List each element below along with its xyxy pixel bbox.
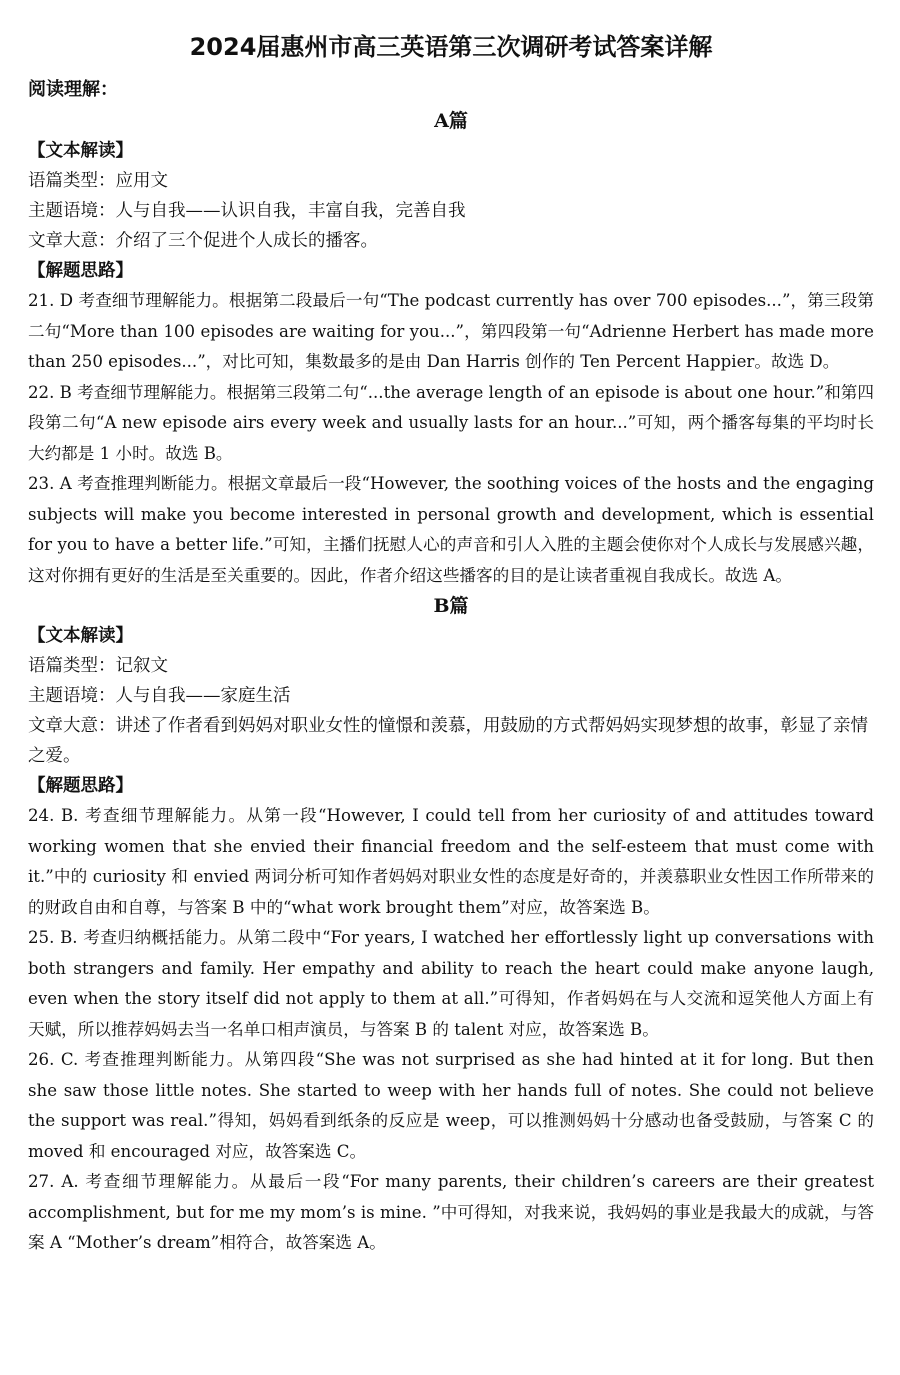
- answer-paragraph: 27. A. 考查细节理解能力。从最后一段“For many parents, their children’s careers are their greatest accomplishment, but for me my mom’s is mine. ”中可得知，对我来说，我妈妈的事业是我最大的成就，与答案 A “Mother’s dream”相符合，故答案选 A。: [28, 1172, 874, 1252]
- summary-line: 文章大意：介绍了三个促进个人成长的播客。: [28, 231, 378, 251]
- theme-line: 主题语境：人与自我——认识自我，丰富自我，完善自我: [28, 201, 466, 221]
- intro-label: 阅读理解：: [28, 79, 118, 100]
- theme-line: 主题语境：人与自我——家庭生活: [28, 686, 291, 706]
- genre-line: 语篇类型：应用文: [28, 171, 168, 191]
- genre-line: 语篇类型：记叙文: [28, 656, 168, 676]
- summary-line: 文章大意：讲述了作者看到妈妈对职业女性的憧憬和羡慕，用鼓励的方式帮妈妈实现梦想的故事，彰显了亲情之爱。: [28, 716, 868, 766]
- document-title: 2024届惠州市高三英语第三次调研考试答案详解: [189, 33, 713, 61]
- section-heading: B篇: [433, 595, 469, 617]
- document-page: [28, 30, 874, 1259]
- text-analysis-header: 【文本解读】: [28, 626, 133, 646]
- solution-header: 【解题思路】: [28, 776, 133, 796]
- answer-paragraph: 22. B 考查细节理解能力。根据第三段第二句“...the average length of an episode is about one hour.”和第四段第二句“A new episode airs every week and usually lasts for an hour...”可知，两个播客每集的平均时长大约都是 1 小时。故选 B。: [28, 382, 874, 463]
- answer-paragraph: 25. B. 考查归纳概括能力。从第二段中“For years, I watched her effortlessly light up conversations with both strangers and family. Her empathy and ability to reach the heart could make anyone laugh, even when the story itself did not apply to them at all.”可得知，作者妈妈在与人交流和逗笑他人方面上有天赋，所以推荐妈妈去当一名单口相声演员，与答案 B 的 talent 对应，故答案选 B。: [28, 928, 874, 1039]
- answer-paragraph: 24. B. 考查细节理解能力。从第一段“However, I could tell from her curiosity of and attitudes toward working women that she envied their financial freedom and the self-esteem that must come with it.”中的 curiosity 和 envied 两词分析可知作者妈妈对职业女性的态度是好奇的，并羡慕职业女性因工作所带来的的财政自由和自尊，与答案 B 中的“what work brought them”对应，故答案选 B。: [28, 806, 874, 917]
- text-analysis-header: 【文本解读】: [28, 141, 133, 161]
- answer-paragraph: 26. C. 考查推理判断能力。从第四段“She was not surprised as she had hinted at it for long. But then she saw those little notes. She started to weep with her hands full of notes. She could not believe the support was real.”得知，妈妈看到纸条的反应是 weep，可以推测妈妈十分感动也备受鼓励，与答案 C 的 moved 和 encouraged 对应，故答案选 C。: [28, 1050, 874, 1161]
- section-b: [28, 591, 874, 1259]
- section-a: [28, 106, 874, 591]
- answer-paragraph: 23. A 考查推理判断能力。根据文章最后一段“However, the soothing voices of the hosts and the engaging subjects will make you become interested in personal growth and development, which is essential for you to have a better life.”可知，主播们抚慰人心的声音和引人入胜的主题会使你对个人成长与发展感兴趣，这对你拥有更好的生活是至关重要的。因此，作者介绍这些播客的目的是让读者重视自我成长。故选 A。: [28, 474, 874, 585]
- answer-paragraph: 21. D 考查细节理解能力。根据第二段最后一句“The podcast currently has over 700 episodes...”，第三段第二句“More than 100 episodes are waiting for you...”，第四段第一句“Adrienne Herbert has made more than 250 episodes...”，对比可知，集数最多的是由 Dan Harris 创作的 Ten Percent Happier。故选 D。: [28, 291, 874, 371]
- section-heading: A篇: [434, 110, 468, 132]
- solution-header: 【解题思路】: [28, 261, 133, 281]
